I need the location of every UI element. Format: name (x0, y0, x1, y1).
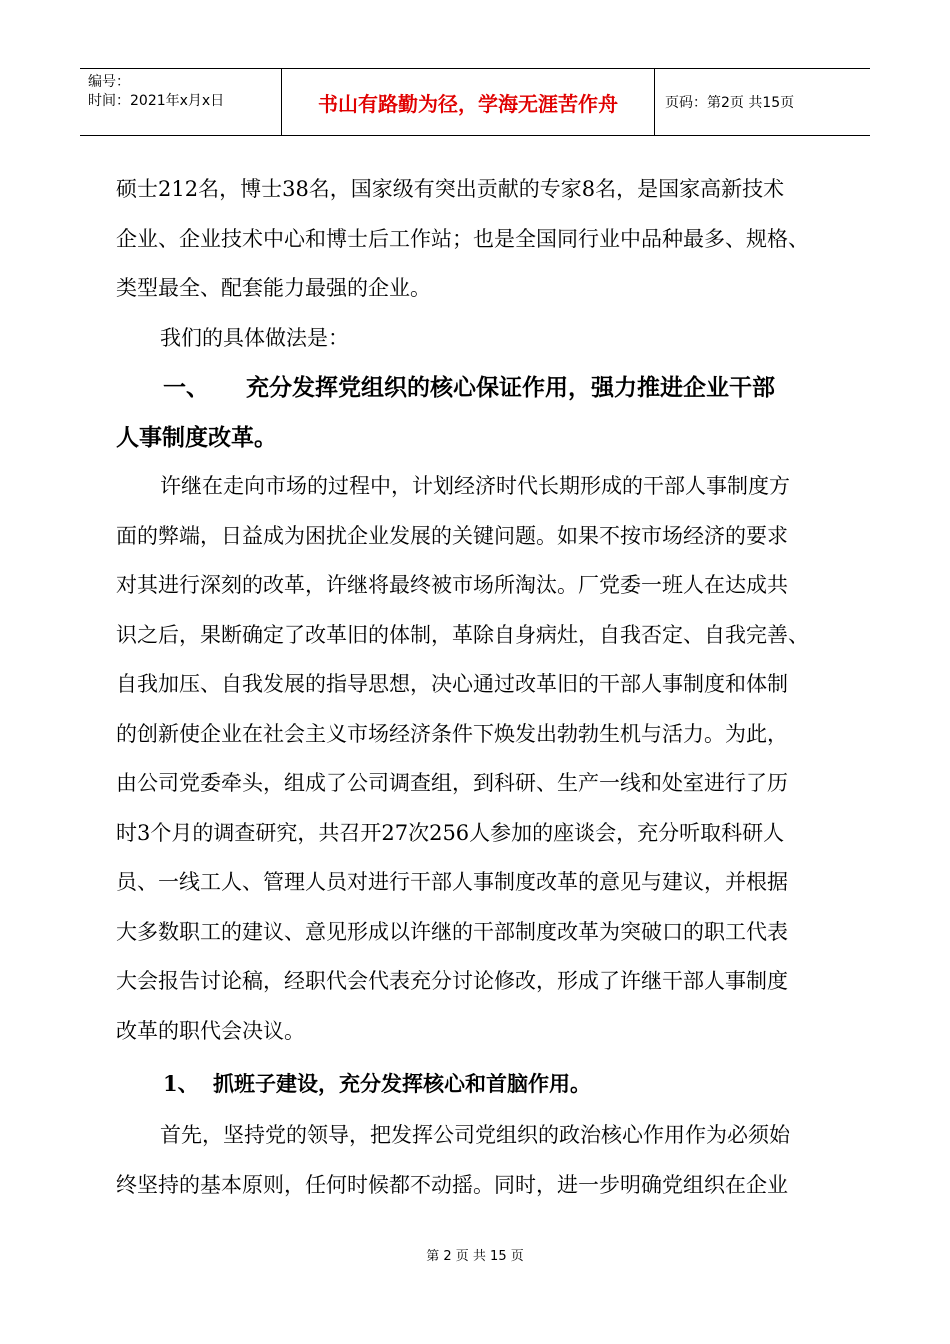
subsection-number: 1、 (163, 1071, 199, 1096)
body-line: 对其进行深刻的改革，许继将最终被市场所淘汰。厂党委一班人在达成共 (116, 573, 788, 597)
body-line: 我们的具体做法是： (160, 325, 349, 350)
body-line: 自我加压、自我发展的指导思想，决心通过改革旧的干部人事制度和体制 (116, 672, 788, 696)
header-date: 时间：2021年x月x日 (88, 93, 225, 109)
section-number: 一、 (163, 374, 209, 401)
subsection-heading-1 (116, 1056, 856, 1111)
body-line: 许继在走向市场的过程中，计划经济时代长期形成的干部人事制度方 (160, 474, 790, 498)
header-meta (80, 69, 282, 135)
body-line: 类型最全、配套能力最强的企业。 (116, 276, 431, 300)
page-footer: 第 2 页 共 15 页 (426, 1249, 524, 1264)
header-motto: 书山有路勤为径，学海无涯苦作舟 (282, 69, 655, 135)
subsection-heading-text: 抓班子建设，充分发挥核心和首脑作用。 (213, 1071, 591, 1096)
body-line: 企业、企业技术中心和博士后工作站；也是全国同行业中品种最多、规格、 (116, 226, 809, 251)
document-body (116, 165, 856, 1210)
body-line: 大会报告讨论稿，经职代会代表充分讨论修改，形成了许继干部人事制度 (116, 969, 788, 993)
section-heading-text: 充分发挥党组织的核心保证作用，强力推进企业干部 (246, 374, 775, 401)
header-page-info: 页码：第2页 共15页 (665, 95, 795, 111)
body-line: 由公司党委牵头，组成了公司调查组，到科研、生产一线和处室进行了历 (116, 771, 788, 795)
body-line: 硕士212名，博士38名，国家级有突出贡献的专家8名，是国家高新技术 (116, 177, 785, 201)
body-line: 时3个月的调查研究，共召开27次256人参加的座谈会，充分听取科研人 (116, 820, 785, 845)
body-line: 员、一线工人、管理人员对进行干部人事制度改革的意见与建议，并根据 (116, 870, 788, 894)
section-heading-1 (116, 363, 856, 413)
section-heading-1-cont: 人事制度改革。 (116, 423, 277, 451)
body-line: 大多数职工的建议、意见形成以许继的干部制度改革为突破口的职工代表 (116, 919, 788, 944)
body-line: 面的弊端，日益成为困扰企业发展的关键问题。如果不按市场经济的要求 (116, 523, 788, 548)
body-line: 首先，坚持党的领导，把发挥公司党组织的政治核心作用作为必须始 (160, 1123, 790, 1147)
body-line: 的创新使企业在社会主义市场经济条件下焕发出勃勃生机与活力。为此， (116, 721, 788, 746)
document-header (80, 68, 870, 136)
body-line: 识之后，果断确定了改革旧的体制，革除自身病灶，自我否定、自我完善、 (116, 622, 809, 647)
header-number-label: 编号： (88, 74, 130, 90)
body-line: 终坚持的基本原则，任何时候都不动摇。同时，进一步明确党组织在企业 (116, 1172, 788, 1197)
body-line: 改革的职代会决议。 (116, 1018, 305, 1043)
